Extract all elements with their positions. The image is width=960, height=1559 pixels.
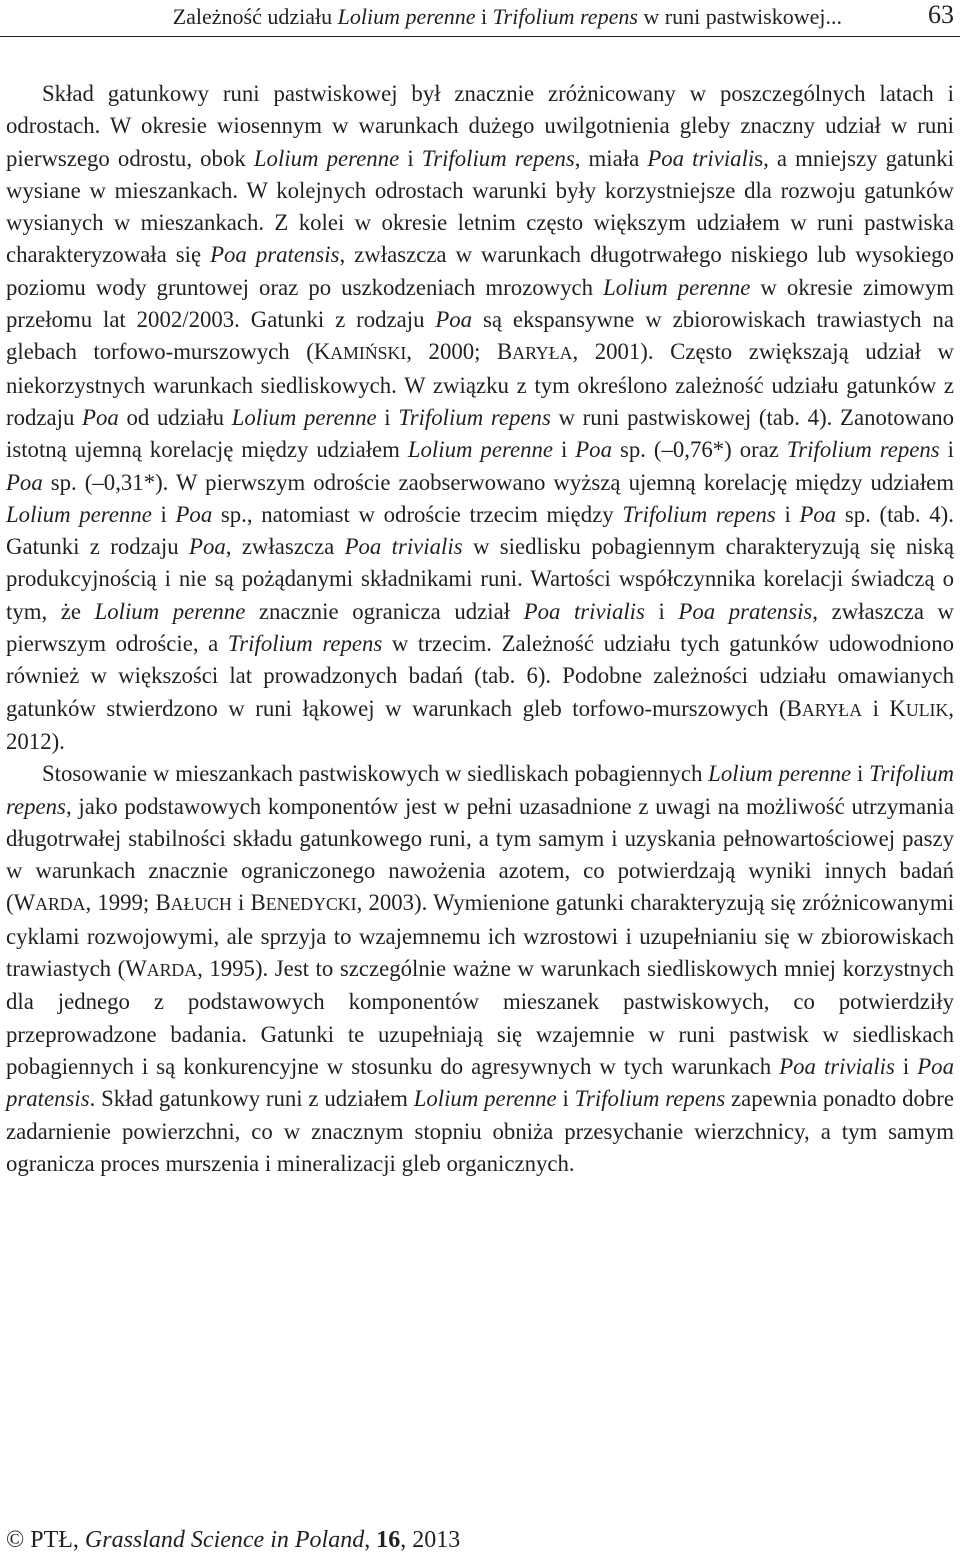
text: i xyxy=(851,761,870,787)
text: zapewnia ponadto dobre zadarnienie powierzchni, co w znacznym stopniu obniża przesychanie wierzchnicy, a tym samym ogranicza proces murszenia i mineralizacji gleb organicznych. xyxy=(6,1086,954,1176)
text: , 2000; B xyxy=(406,339,513,365)
text: i xyxy=(151,501,176,527)
species-name: Poa pratensis xyxy=(678,598,813,624)
author-smallcaps: AŁUCH xyxy=(170,894,232,915)
text: . Skład gatunkowy runi z udziałem xyxy=(89,1086,414,1112)
header-species: Lolium perenne xyxy=(337,4,476,29)
text: i K xyxy=(862,695,906,721)
species-name: Poa xyxy=(799,501,837,527)
text: w okresie zimowym przełomu lat 2002/2003. Gatunki z rodzaju xyxy=(6,274,955,333)
text: i xyxy=(939,437,954,463)
species-name: Trifolium repens xyxy=(574,1086,726,1112)
text: i xyxy=(553,437,576,463)
text: Skład gatunkowy runi pastwiskowej był znacznie zróżnicowany w poszczególnych latach i odrostach. W okresie wiosennym w warunkach dużego uwilgotnienia gleby znaczny udział w runi pierwszego odrostu, obok xyxy=(6,81,954,171)
text: , 2012). xyxy=(6,695,954,754)
species-name: Lolium perenne xyxy=(253,145,400,171)
text: , 2001). Często zwiększają udział w niekorzystnych warunkach siedliskowych. W związku z tym określono zależność udziału gatunków z rodzaju xyxy=(6,339,954,430)
text: , jako podstawowych komponentów jest w pełni uzasadnione z uwagi na możliwość utrzymania długotrwałej stabilności składu gatunkowego runi, a tym samym i uzyskania pełnowartościowej paszy w warunkach znacznie ograniczonego nawożenia azotem, co potwierdzają wyniki innych badań (W xyxy=(6,793,954,916)
page-number: 63 xyxy=(928,0,954,29)
species-name: Poa xyxy=(6,469,43,495)
text: i xyxy=(775,501,800,527)
species-name: Lolium perenne xyxy=(407,437,553,463)
author-smallcaps: AMIŃSKI xyxy=(330,343,407,364)
species-name: Trifolium repens xyxy=(398,404,551,430)
text: i xyxy=(399,145,422,171)
text: są ekspansywne w zbiorowiskach trawiastych na glebach torfowo-murszowych (K xyxy=(6,307,954,365)
species-name: Lolium perenne xyxy=(94,598,246,624)
text: , 2003). Wymienione gatunki charakteryzują się zróżnicowanymi cyklami rozwojowymi, ale sprzyja to wzajemnemu ich wzrostowi i uzupełnianiu się w zbiorowiskach trawiastych (W xyxy=(6,890,954,982)
text: sp., natomiast w odroście trzecim między xyxy=(212,501,623,527)
text: , zwłaszcza w pierwszym odroście, a xyxy=(6,598,954,657)
author-smallcaps: ENEDYCKI xyxy=(265,894,357,915)
paragraph-2 xyxy=(6,758,954,1180)
species-name: Trifolium repens xyxy=(421,145,575,171)
species-name: Trifolium repens xyxy=(786,437,940,463)
species-name: Poa pratensis xyxy=(210,242,340,268)
species-name: Poa xyxy=(435,307,473,333)
text: w siedlisku pobagiennym charakteryzują się niską produkcyjnością i nie są pożądanymi składnikami runi. Wartości współczynnika korelacji świadczą o tym, że xyxy=(6,534,954,624)
text: znacznie ogranicza udział xyxy=(245,598,524,624)
text: Stosowanie w mieszankach pastwiskowych w siedliskach pobagiennych xyxy=(42,761,709,787)
text: sp. (–0,76*) oraz xyxy=(611,437,787,463)
text: , 1995). Jest to szczególnie ważne w warunkach siedliskowych mniej korzystnych dla jednego z podstawowych komponentów mieszanek pastwiskowych, co potwierdziły przeprowadzone badania. Gatunki te uzupełniają się wzajemnie w runi pastwisk w siedliskach pobagiennych i są konkurencyjne w stosunku do agresywnych w tych warunkach xyxy=(6,956,954,1079)
species-name: Trifolium repens xyxy=(6,761,954,819)
paragraph-1 xyxy=(6,78,954,758)
volume-number: 16 xyxy=(376,1527,401,1553)
footer-separator: , xyxy=(364,1527,377,1553)
species-name: Trifolium repens xyxy=(622,501,776,527)
text: i xyxy=(556,1086,575,1112)
author-smallcaps: ULIK xyxy=(905,699,949,720)
species-name: Lolium perenne xyxy=(413,1086,557,1112)
text: i xyxy=(644,598,679,624)
species-name: Poa trivialis xyxy=(779,1053,895,1079)
species-name: Poa xyxy=(175,501,213,527)
species-name: Poa trivialis xyxy=(344,534,463,560)
footer-year: , 2013 xyxy=(400,1527,461,1553)
species-name: Poa triviali xyxy=(647,145,755,171)
species-name: Lolium perenne xyxy=(6,501,152,527)
footer-citation xyxy=(6,1525,460,1555)
text: sp. (tab. 4). Gatunki z rodzaju xyxy=(6,501,954,560)
header-text: w runi pastwiskowej... xyxy=(637,4,842,29)
species-name: Lolium perenne xyxy=(708,761,852,787)
text: od udziału xyxy=(118,404,232,430)
author-smallcaps: ARYŁA xyxy=(801,699,863,720)
text: sp. (–0,31*). W pierwszym odroście zaobserwowano wyższą ujemną korelację między udziałem xyxy=(42,469,954,495)
species-name: Poa pratensis xyxy=(6,1053,954,1112)
footer-prefix: © PTŁ, xyxy=(6,1527,85,1553)
species-name: Poa xyxy=(189,534,226,560)
author-smallcaps: ARYŁA xyxy=(512,343,573,364)
header-species: Trifolium repens xyxy=(492,4,638,29)
species-name: Poa trivialis xyxy=(523,598,645,624)
text: i xyxy=(894,1053,918,1079)
text: , miała xyxy=(574,145,648,171)
running-header-title xyxy=(173,3,842,31)
text: s, a mniejszy gatunki wysiane w mieszankach. W kolejnych odrostach warunki były korzystniejsze dla rozwoju gatunków wysianych w mieszankach. Z kolei w okresie letnim często większym udziałem w runi pastwiska charakteryzowała się xyxy=(6,145,954,268)
species-name: Lolium perenne xyxy=(603,274,751,300)
species-name: Poa xyxy=(82,404,119,430)
author-smallcaps: ARDA xyxy=(35,894,86,915)
species-name: Trifolium repens xyxy=(227,631,383,657)
text: , zwłaszcza xyxy=(225,534,345,560)
species-name: Lolium perenne xyxy=(231,404,377,430)
text: w trzecim. Zależność udziału tych gatunków udowodniono również w większości lat prowadzonych badań (tab. 6). Podobne zależności udziału omawianych gatunków stwierdzono w runi łąkowej w warunkach gleb torfowo-murszowych (B xyxy=(6,631,954,721)
text: i xyxy=(376,404,399,430)
text: w runi pastwiskowej (tab. 4). Zanotowano istotną ujemną korelację między udziałem xyxy=(6,404,954,463)
text: , zwłaszcza w warunkach długotrwałego niskiego lub wysokiego poziomu wody gruntowej oraz po uszkodzeniach mrozowych xyxy=(6,242,954,300)
body-text xyxy=(6,78,954,1180)
header-text: i xyxy=(475,4,493,29)
species-name: Poa xyxy=(575,437,612,463)
running-header xyxy=(0,0,960,37)
text: i B xyxy=(231,890,266,916)
header-text: Zależność udziału xyxy=(172,4,338,29)
author-smallcaps: ARDA xyxy=(146,960,198,981)
journal-name: Grassland Science in Poland xyxy=(84,1527,365,1553)
text: , 1999; B xyxy=(85,890,171,916)
